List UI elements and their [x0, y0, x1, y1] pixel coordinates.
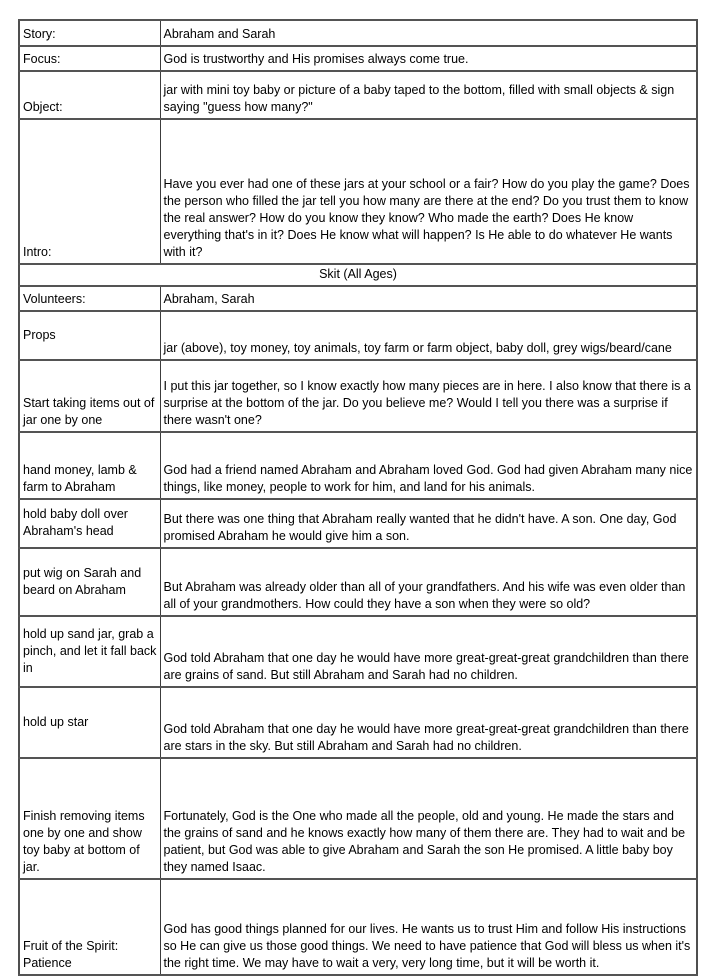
table-row-put-wig: [19, 548, 697, 616]
row-content: God told Abraham that one day he would have more great-great-great grandchildren than there are grains of sand. But still Abraham and Sarah had no children.: [160, 616, 697, 687]
row-label: Story:: [19, 20, 160, 46]
row-content: Abraham, Sarah: [160, 286, 697, 311]
row-label: Finish removing items one by one and show toy baby at bottom of jar.: [19, 758, 160, 879]
table-row-hold-baby-doll: [19, 499, 697, 548]
row-content: But there was one thing that Abraham really wanted that he didn't have. A son. One day, God promised Abraham he would give him a son.: [160, 499, 697, 548]
row-content: But Abraham was already older than all of your grandfathers. And his wife was even older than all of your grandmothers. How could they have a son when they were so old?: [160, 548, 697, 616]
row-label: hand money, lamb & farm to Abraham: [19, 432, 160, 499]
row-label: Props: [19, 311, 160, 360]
table-row-sand-jar: [19, 616, 697, 687]
lesson-plan-table: [18, 19, 698, 976]
table-row-story: [19, 20, 697, 46]
table-row-focus: [19, 46, 697, 71]
row-content: God told Abraham that one day he would have more great-great-great grandchildren than there are stars in the sky. But still Abraham and Sarah had no children.: [160, 687, 697, 758]
row-content: God is trustworthy and His promises always come true.: [160, 46, 697, 71]
table-row-hold-up-star: [19, 687, 697, 758]
row-content: I put this jar together, so I know exactly how many pieces are in here. I also know that there is a surprise at the bottom of the jar. Do you believe me? Would I tell you there was a surprise if there wasn't one?: [160, 360, 697, 432]
row-content: jar (above), toy money, toy animals, toy farm or farm object, baby doll, grey wigs/beard/cane: [160, 311, 697, 360]
table-row-object: [19, 71, 697, 119]
row-label: Focus:: [19, 46, 160, 71]
row-content: Fortunately, God is the One who made all the people, old and young. He made the stars and the grains of sand and he knows exactly how many of them there are. They had to wait and be patient, but God was able to give Abraham and Sarah the son He promised. A little baby boy they named Isaac.: [160, 758, 697, 879]
row-content: Have you ever had one of these jars at your school or a fair? How do you play the game? Does the person who filled the jar tell you how many are there at the end? Do you trust them to know the real answer? How do you know they know? Who made the earth? Does He know everything that's in it? Does He know what will happen? Is He able to do whatever He wants with it?: [160, 119, 697, 264]
section-header-row: [19, 264, 697, 286]
row-label: hold up star: [19, 687, 160, 758]
row-label: Fruit of the Spirit: Patience: [19, 879, 160, 975]
row-label: Intro:: [19, 119, 160, 264]
row-label: hold baby doll over Abraham's head: [19, 499, 160, 548]
table-row-fruit-of-spirit: [19, 879, 697, 975]
row-content: God has good things planned for our lives. He wants us to trust Him and follow His instructions so He can give us those good things. We need to have patience that God will bless us when it's the right time. We may have to wait a very, very long time, but it will be worth it.: [160, 879, 697, 975]
row-label: put wig on Sarah and beard on Abraham: [19, 548, 160, 616]
row-label: hold up sand jar, grab a pinch, and let it fall back in: [19, 616, 160, 687]
table-row-start-taking-items: [19, 360, 697, 432]
row-content: God had a friend named Abraham and Abraham loved God. God had given Abraham many nice things, like money, people to work for him, and land for his animals.: [160, 432, 697, 499]
section-header: Skit (All Ages): [19, 264, 697, 286]
row-label: Start taking items out of jar one by one: [19, 360, 160, 432]
row-content: Abraham and Sarah: [160, 20, 697, 46]
table-row-finish-removing: [19, 758, 697, 879]
row-label: Volunteers:: [19, 286, 160, 311]
table-row-hand-money: [19, 432, 697, 499]
table-row-intro: [19, 119, 697, 264]
row-label: Object:: [19, 71, 160, 119]
table-row-volunteers: [19, 286, 697, 311]
table-row-props: [19, 311, 697, 360]
row-content: jar with mini toy baby or picture of a baby taped to the bottom, filled with small objects & sign saying "guess how many?": [160, 71, 697, 119]
